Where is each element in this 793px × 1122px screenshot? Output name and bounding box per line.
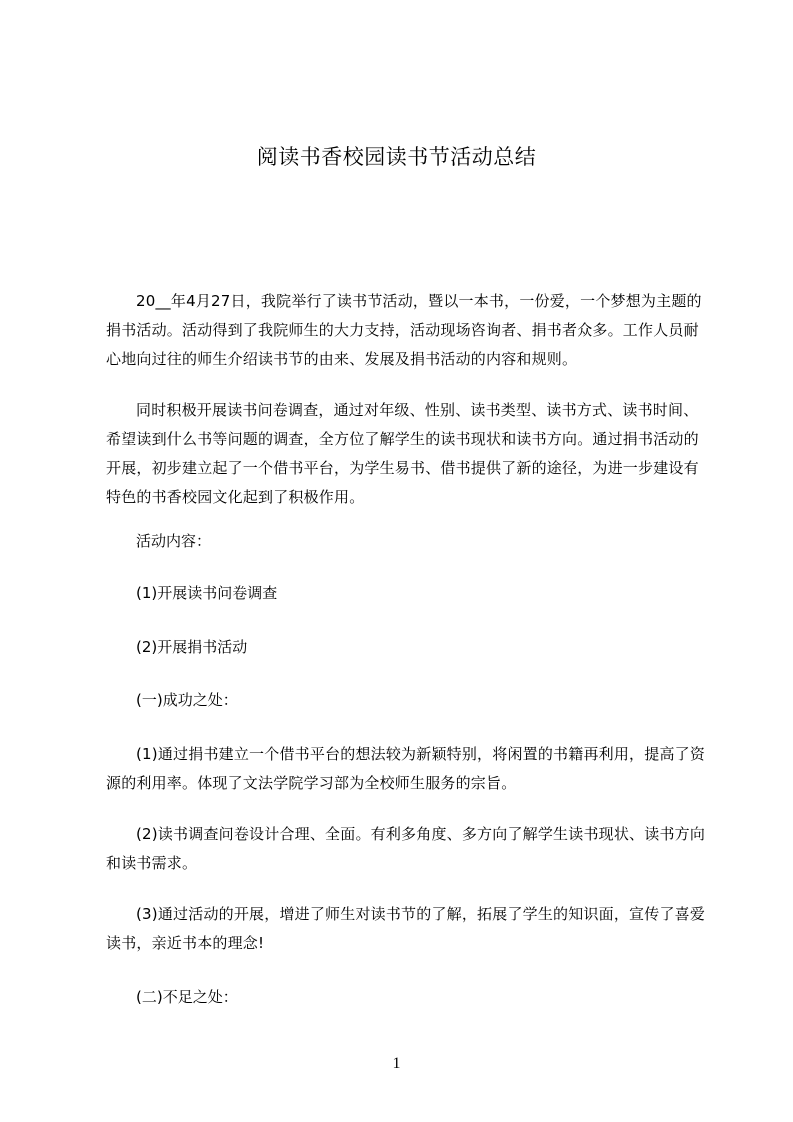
strength-item: (2)读书调查问卷设计合理、全面。有利多角度、多方向了解学生读书现状、读书方向和读书需求。	[106, 825, 706, 872]
strength-item: (1)通过捐书建立一个借书平台的想法较为新颖特别，将闲置的书籍再利用，提高了资源的利用率。体现了文法学院学习部为全校师生服务的宗旨。	[106, 745, 706, 792]
activity-item: (1)开展读书问卷调查	[136, 584, 278, 602]
paragraph-survey: 同时积极开展读书问卷调查，通过对年级、性别、读书类型、读书方式、读书时间、希望读到什么书等问题的调查，全方位了解学生的读书现状和读书方向。通过捐书活动的开展，初步建立起了一个借书平台，为学生易书、借书提供了新的途径，为进一步建设有特色的书香校园文化起到了积极作用。	[106, 401, 699, 506]
section-heading-weaknesses: (二)不足之处：	[136, 988, 238, 1006]
section-heading-activities: 活动内容：	[136, 532, 212, 550]
page-number: 1	[392, 1055, 401, 1072]
section-heading-strengths: (一)成功之处：	[136, 691, 238, 709]
paragraph-intro: 20__年4月27日，我院举行了读书节活动，暨以一本书，一份爱，一个梦想为主题的捐书活动。活动得到了我院师生的大力支持，活动现场咨询者、捐书者众多。工作人员耐心地向过往的师生介绍读书节的由来、发展及捐书活动的内容和规则。	[106, 292, 702, 368]
strength-item: (3)通过活动的开展，增进了师生对读书节的了解，拓展了学生的知识面，宣传了喜爱读书，亲近书本的理念!	[106, 905, 706, 952]
activity-item: (2)开展捐书活动	[136, 638, 248, 656]
page-title: 阅读书香校园读书节活动总结	[256, 145, 537, 169]
